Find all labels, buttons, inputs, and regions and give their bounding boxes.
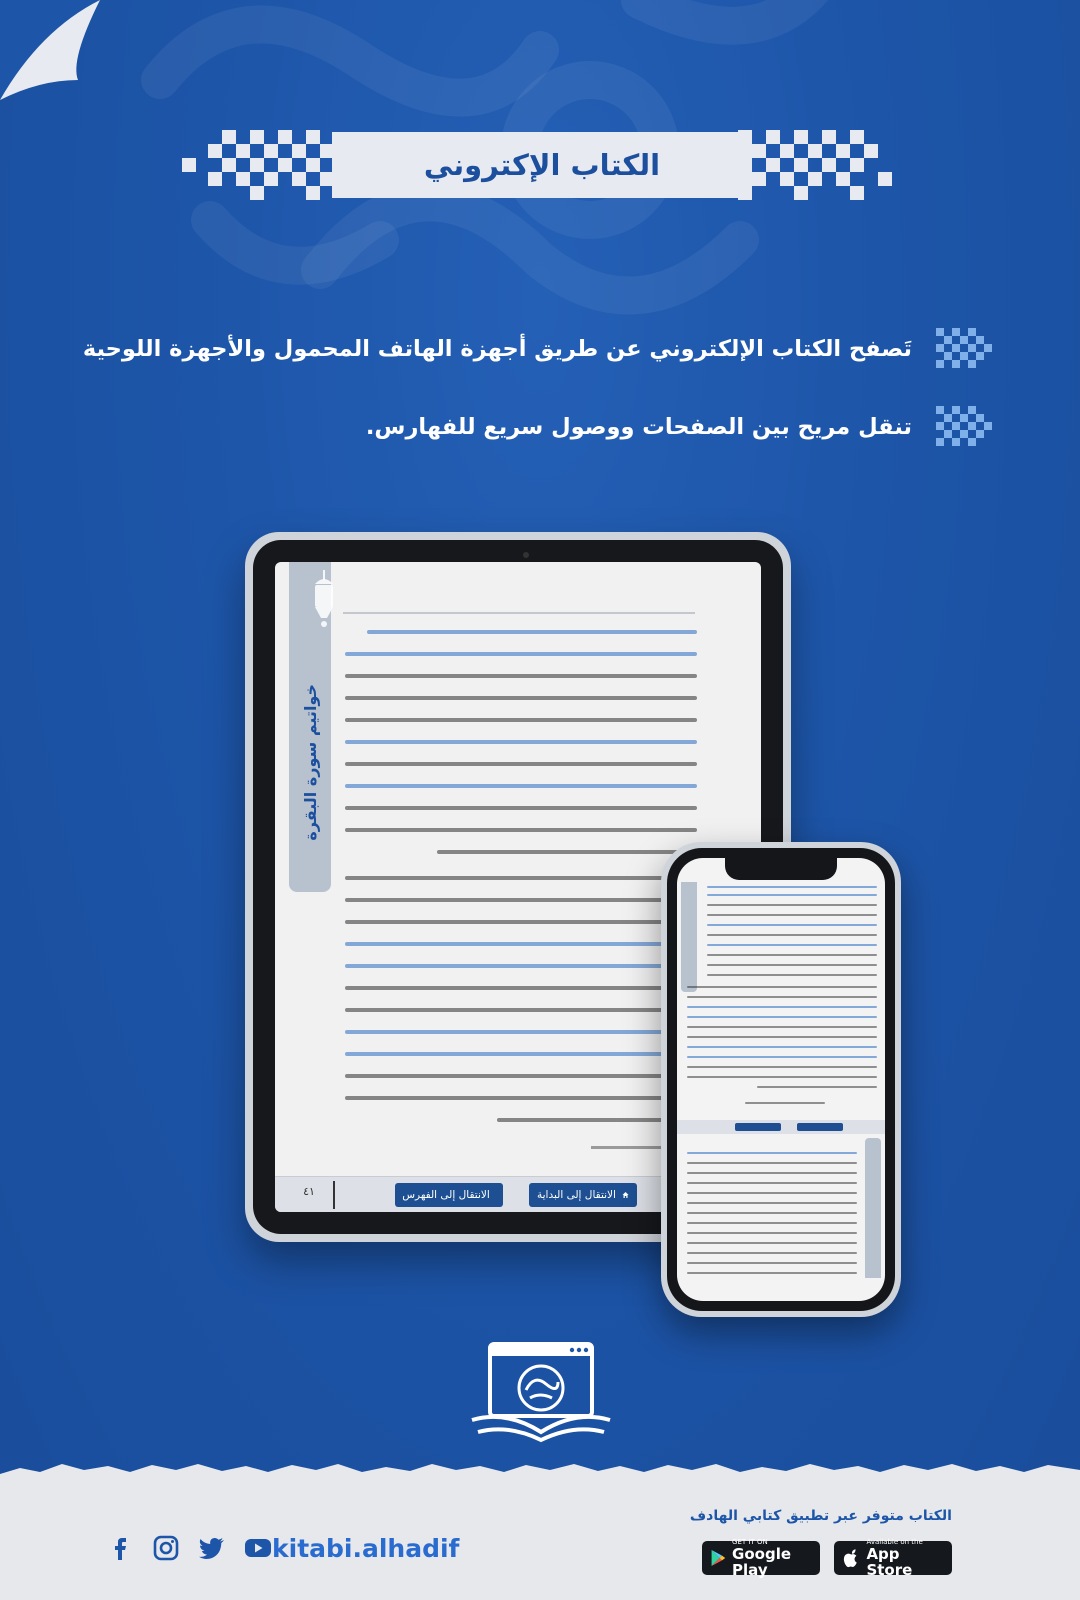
go-to-index-button[interactable] xyxy=(395,1183,503,1207)
book-page-text xyxy=(341,624,697,1154)
phone-bezel xyxy=(667,848,895,1311)
chapter-title: خواتيم سورة البقرة xyxy=(300,683,320,841)
go-to-start-label: الانتقال إلى البداية xyxy=(537,1189,616,1201)
home-icon xyxy=(622,1188,629,1202)
camera-dot xyxy=(523,552,529,558)
google-play-big: Google Play xyxy=(732,1545,792,1579)
phone-go-to-index-button[interactable] xyxy=(735,1123,781,1131)
chapter-side-tab xyxy=(289,562,331,892)
page-number-divider xyxy=(333,1181,335,1209)
phone-notch xyxy=(725,858,837,880)
app-store-badge[interactable] xyxy=(834,1538,952,1579)
google-play-small: GET IT ON xyxy=(732,1538,768,1546)
phone-screen xyxy=(677,858,885,1301)
phone-mockup xyxy=(661,842,901,1317)
twitter-icon[interactable] xyxy=(196,1532,228,1564)
youtube-icon[interactable] xyxy=(242,1532,274,1564)
feature-item xyxy=(366,404,992,450)
social-links xyxy=(104,1530,274,1566)
pixel-bullet-icon xyxy=(936,406,992,448)
phone-chapter-tab-next xyxy=(865,1138,881,1278)
lantern-icon xyxy=(307,570,341,640)
go-to-start-button[interactable] xyxy=(529,1183,637,1207)
go-to-index-label: الانتقال إلى الفهرس xyxy=(402,1189,490,1201)
page-curl-decoration xyxy=(0,0,110,110)
phone-bottom-bar xyxy=(677,1120,885,1134)
pixel-pattern-right xyxy=(738,130,898,200)
google-play-icon xyxy=(710,1547,726,1569)
feature-text: تنقل مريح بين الصفحات ووصول سريع للفهارس. xyxy=(365,414,912,440)
phone-chapter-tab xyxy=(681,882,697,992)
page-number: ٤١ xyxy=(303,1185,315,1198)
website-handle[interactable]: kitabi.alhadif xyxy=(272,1533,460,1563)
phone-go-to-start-button[interactable] xyxy=(797,1123,843,1131)
page-title: الكتاب الإكتروني xyxy=(423,148,661,182)
feature-text: تَصفح الكتاب الإلكتروني عن طريق أجهزة الهاتف المحمول والأجهزة اللوحية xyxy=(82,336,912,362)
app-store-small: Available on the xyxy=(866,1538,923,1546)
app-store-big: App Store xyxy=(866,1545,913,1579)
google-play-badge[interactable] xyxy=(702,1538,820,1579)
pixel-bullet-icon xyxy=(936,328,992,370)
feature-item xyxy=(83,326,992,372)
apple-icon xyxy=(842,1547,860,1569)
title-banner xyxy=(182,130,898,200)
pixel-pattern-left xyxy=(182,130,342,200)
instagram-icon[interactable] xyxy=(150,1532,182,1564)
page-rule xyxy=(343,612,695,614)
facebook-icon[interactable] xyxy=(104,1532,136,1564)
availability-text: الكتاب متوفر عبر تطبيق كتابي الهادف xyxy=(689,1508,952,1524)
brand-logo xyxy=(468,1340,614,1445)
